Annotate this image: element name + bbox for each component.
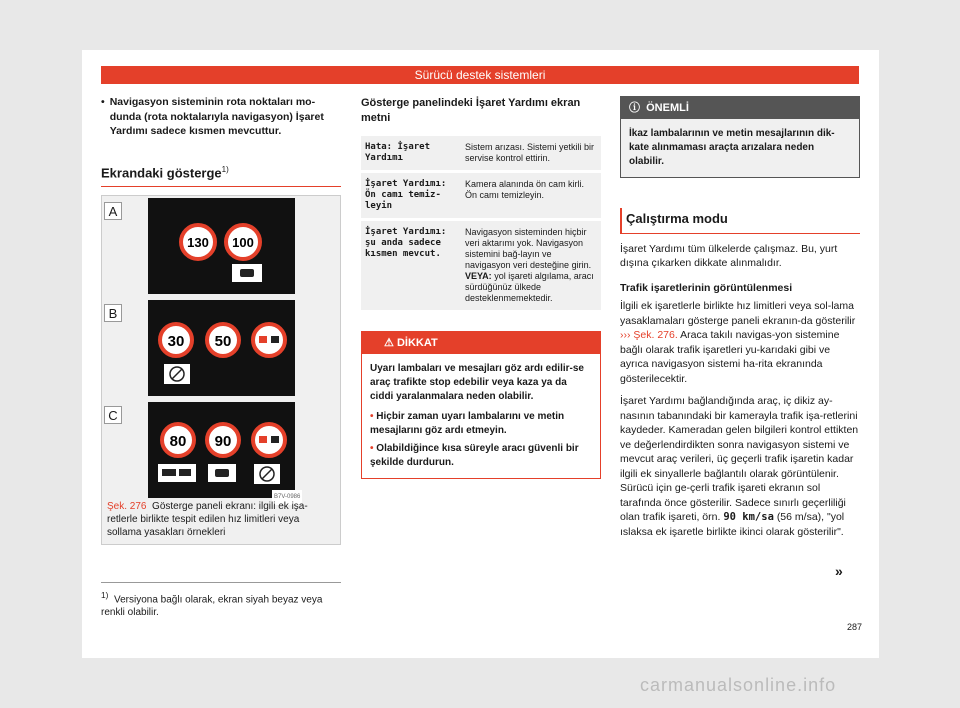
list-item: • Hiçbir zaman uyarı lambalarını ve metin mesajlarını göz ardı etmeyin.: [370, 411, 565, 436]
display-panel-a: [148, 198, 295, 294]
subheading: Trafik işaretlerinin görüntülenmesi: [620, 281, 793, 294]
svg-text:50: 50: [214, 333, 232, 351]
warning-triangle-icon: ⚠: [384, 337, 394, 349]
continue-marker: »: [835, 563, 843, 579]
page-header: Sürücü destek sistemleri: [101, 66, 859, 84]
table-row: İşaret Yardımı: şu anda sadece kısmen mevcut. Navigasyon sisteminden hiçbir veri aktarımı yok. Navigasyon sistemini bağ-layın ve navigasyon veri desteğine girin. VEYA: yol işareti algılama, aracı sürdüğünüz ülkede desteklenmemektedir.: [361, 220, 601, 312]
list-item: • Olabildiğince kısa süreyle aracı güvenli bir şekilde durdurun.: [370, 443, 579, 468]
speed-sign-100: [226, 225, 260, 259]
no-overtaking-sign-icon: [253, 324, 285, 356]
panel-label-b: B: [104, 304, 122, 322]
speed-sign-80: [162, 424, 194, 456]
speed-sign-50: [207, 324, 239, 356]
table-row: Hata: İşaret Yardımı Sistem arızası. Sistemi yetkili bir servise kontrol ettirin.: [361, 136, 601, 172]
svg-text:130: 130: [187, 235, 209, 251]
speed-sign-90: [207, 424, 239, 456]
info-circle-icon: ⓘ: [629, 102, 640, 114]
section-title: Ekrandaki gösterge$^{1)}$: [101, 163, 341, 188]
svg-text:90: 90: [214, 433, 232, 451]
warning-box: ⚠ DİKKAT Uyarı lambaları ve mesajları göz ardı edilir-se araç trafikte stop edebilir veya kaza ya da ciddi yaralanmalara neden olabilir. • Hiçbir zaman uyarı lambalarını ve metin mesajlarını göz ardı etmeyin. • Olabildiğince kısa süreyle aracı güvenli bir şekilde durdurun.: [361, 331, 601, 479]
table-row: İşaret Yardımı: Ön camı temiz-leyin Kamera alanında ön cam kirli. Ön camı temizleyin.: [361, 172, 601, 220]
figure-276: [101, 195, 341, 545]
section-title: Çalıştırma modu: [620, 208, 860, 234]
notice-box: ⓘ ÖNEMLİ İkaz lambalarının ve metin mesajlarının dik-kate alınmaması araçta arızalara neden olabilir.: [620, 96, 860, 178]
figure-caption: Şek. 276 Gösterge paneli ekranı: ilgili ek işa-retlerle birlikte tespit edilen hız limitleri veya sollama yasakları örnekleri: [107, 501, 308, 539]
svg-text:80: 80: [169, 433, 187, 451]
display-panel-b: [148, 300, 295, 396]
warning-title: ⚠ DİKKAT: [362, 332, 600, 354]
paragraph: İşaret Yardımı bağlandığında araç, iç dikiz ay-nasının tabanındaki bir kamerayla trafik işa-retlerini kaydeder. Kameradan gelen bilgileri kontrol ettikten ve değerlendirdikten sonra navigasyon sistemi ve mevcut araç verileri, üç geçerli trafik işaretin kadar ilgili ek sinyallerle bağlantılı olarak görüntülenir. Sürücü için ge-çerli trafik işareti ekranın sol tarafında önce gösterilir. Sadece sınırlı geçerliliği olan trafik işareti, örn. 90 km/sa (56 m/sa), "yol ıslaksa ek işaretle birlikte ikinci olarak gösterilir".: [620, 395, 859, 538]
column-left: [101, 95, 341, 545]
column-right: [620, 96, 860, 539]
page-number: 287: [847, 622, 863, 632]
display-panel-c: [148, 402, 295, 498]
footnote: $^{1)}$ Versiyona bağlı olarak, ekran siyah beyaz veya renkli olabilir.: [101, 582, 341, 619]
paragraph: İşaret Yardımı tüm ülkelerde çalışmaz. Bu, yurt dışına çıkarken dikkate alınmalıdır.: [620, 242, 838, 269]
no-overtaking-sign-icon: [253, 424, 285, 456]
speed-sign-30: [160, 324, 192, 356]
figure-link[interactable]: ››› Şek. 276.: [620, 329, 678, 341]
column-middle: [361, 96, 601, 479]
svg-text:100: 100: [232, 235, 254, 251]
panel-label-a: A: [104, 202, 122, 220]
svg-text:30: 30: [167, 333, 185, 351]
message-table: [361, 136, 601, 313]
bullet-item: • Navigasyon sisteminin rota noktaları mo-dunda (rota noktalarıyla navigasyon) İşaret Yardımı sadece kısmen mevcuttur.: [101, 96, 324, 137]
paragraph: İlgili ek işaretlerle birlikte hız limitleri veya sol-lama yasaklamaları gösterge paneli ekranın-da gösterilir ››› Şek. 276. Araca takılı navigas-yon sistemine bağlı olarak trafik işaretleri yu-karıdaki gibi ve ayrıca navigasyon sistemi ha-rita ekranında gösterilecektir.: [620, 300, 856, 385]
speed-sign-130: [181, 225, 215, 259]
table-title: Gösterge panelindeki İşaret Yardımı ekran metni: [361, 97, 581, 124]
notice-title: ⓘ ÖNEMLİ: [621, 97, 859, 119]
figure-ref-code: B7V-0986: [272, 490, 302, 505]
panel-label-c: C: [104, 406, 122, 424]
watermark: carmanualsonline.info: [640, 675, 837, 695]
